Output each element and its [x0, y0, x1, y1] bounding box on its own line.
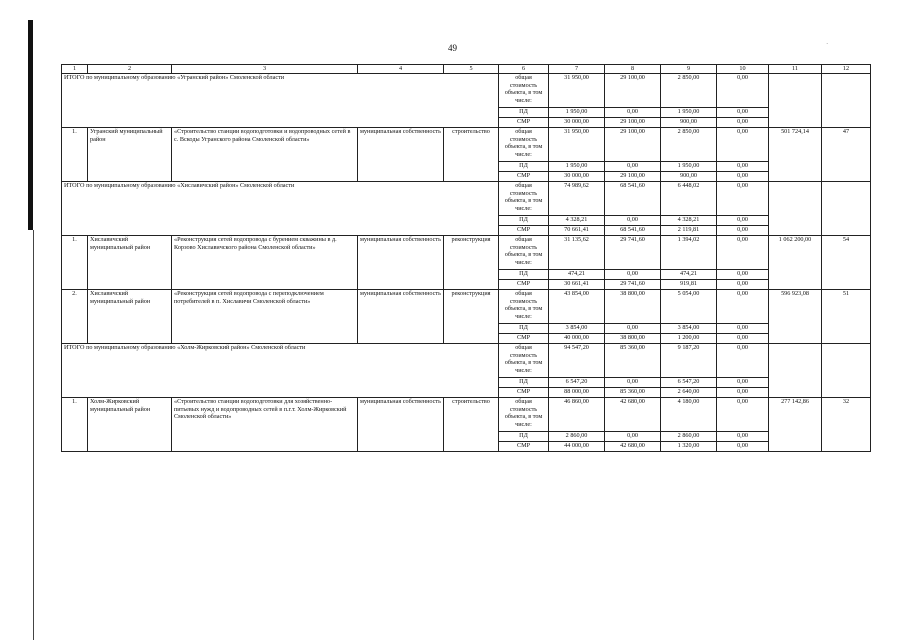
work-type: строительство: [444, 398, 499, 452]
cost-label: общая стоимость объекта, в том числе:: [499, 236, 549, 270]
total-title: ИТОГО по муниципальному образованию «Угранский район» Смоленской области: [62, 74, 499, 128]
column-header: 10: [717, 65, 769, 74]
value-col8: 29 741,60: [605, 280, 661, 290]
column-header: 1: [62, 65, 88, 74]
cost-part-label: ПД: [499, 378, 549, 388]
scan-edge-line: [33, 230, 34, 640]
value-col9: 2 860,00: [661, 432, 717, 442]
value-col10: 0,00: [717, 74, 769, 108]
ownership-type: муниципальная собственность: [358, 128, 444, 182]
value-col7: 30 661,41: [549, 280, 605, 290]
total-row: [62, 74, 871, 108]
value-col10: 0,00: [717, 216, 769, 226]
value-col12: 32: [822, 398, 871, 452]
value-col7: 6 547,20: [549, 378, 605, 388]
column-header-row: [62, 65, 871, 74]
value-col10: 0,00: [717, 182, 769, 216]
value-col10: 0,00: [717, 442, 769, 452]
ownership-type: муниципальная собственность: [358, 236, 444, 290]
column-header: 4: [358, 65, 444, 74]
value-col7: 46 860,00: [549, 398, 605, 432]
value-col9: 4 180,00: [661, 398, 717, 432]
value-col9: 2 119,81: [661, 226, 717, 236]
value-col7: 31 135,62: [549, 236, 605, 270]
value-col10: 0,00: [717, 398, 769, 432]
value-col8: 29 741,60: [605, 236, 661, 270]
value-col10: 0,00: [717, 324, 769, 334]
value-col8: 0,00: [605, 432, 661, 442]
value-col12: 54: [822, 236, 871, 290]
object-row: [62, 398, 871, 432]
value-col7: 70 661,41: [549, 226, 605, 236]
value-col10: 0,00: [717, 290, 769, 324]
cost-part-label: СМР: [499, 442, 549, 452]
value-col8: 85 360,00: [605, 344, 661, 378]
ownership-type: муниципальная собственность: [358, 398, 444, 452]
value-col11: 596 923,08: [769, 290, 822, 344]
value-col9: 1 320,00: [661, 442, 717, 452]
total-title: ИТОГО по муниципальному образованию «Холм-Жирковский район» Смоленской области: [62, 344, 499, 398]
value-col9: 2 850,00: [661, 74, 717, 108]
value-col9: 4 328,21: [661, 216, 717, 226]
empty-cell: [822, 182, 871, 236]
value-col7: 44 000,00: [549, 442, 605, 452]
value-col9: 1 200,00: [661, 334, 717, 344]
column-header: 12: [822, 65, 871, 74]
value-col10: 0,00: [717, 280, 769, 290]
object-name: «Строительство станции водоподготовки и водопроводных сетей в с. Вскоды Угранского района Смоленской области»: [172, 128, 358, 182]
column-header: 7: [549, 65, 605, 74]
object-name: «Реконструкция сетей водопровода с бурением скважины в д. Корзово Хиславичского района Смоленской области»: [172, 236, 358, 290]
value-col9: 919,81: [661, 280, 717, 290]
value-col7: 40 000,00: [549, 334, 605, 344]
value-col7: 88 000,00: [549, 388, 605, 398]
corner-mark: ·: [826, 40, 829, 48]
value-col9: 1 950,00: [661, 162, 717, 172]
total-row: [62, 182, 871, 216]
value-col8: 38 800,00: [605, 334, 661, 344]
value-col10: 0,00: [717, 236, 769, 270]
empty-cell: [822, 344, 871, 398]
value-col9: 6 547,20: [661, 378, 717, 388]
value-col9: 3 854,00: [661, 324, 717, 334]
value-col9: 6 448,02: [661, 182, 717, 216]
value-col12: 47: [822, 128, 871, 182]
value-col7: 31 950,00: [549, 128, 605, 162]
value-col9: 900,00: [661, 118, 717, 128]
column-header: 3: [172, 65, 358, 74]
cost-part-label: СМР: [499, 172, 549, 182]
empty-cell: [769, 74, 822, 128]
cost-part-label: СМР: [499, 226, 549, 236]
empty-cell: [822, 74, 871, 128]
district-name: Холм-Жирковский муниципальный район: [88, 398, 172, 452]
value-col8: 29 100,00: [605, 172, 661, 182]
work-type: реконструкция: [444, 290, 499, 344]
value-col11: 501 724,14: [769, 128, 822, 182]
column-header: 9: [661, 65, 717, 74]
cost-label: общая стоимость объекта, в том числе:: [499, 344, 549, 378]
value-col8: 0,00: [605, 162, 661, 172]
value-col7: 94 547,20: [549, 344, 605, 378]
value-col7: 2 860,00: [549, 432, 605, 442]
value-col8: 29 100,00: [605, 74, 661, 108]
value-col8: 85 360,00: [605, 388, 661, 398]
cost-part-label: СМР: [499, 280, 549, 290]
ownership-type: муниципальная собственность: [358, 290, 444, 344]
value-col8: 0,00: [605, 270, 661, 280]
value-col10: 0,00: [717, 226, 769, 236]
column-header: 6: [499, 65, 549, 74]
value-col7: 43 854,00: [549, 290, 605, 324]
value-col10: 0,00: [717, 108, 769, 118]
cost-label: общая стоимость объекта, в том числе:: [499, 398, 549, 432]
value-col10: 0,00: [717, 388, 769, 398]
cost-part-label: ПД: [499, 108, 549, 118]
cost-part-label: ПД: [499, 324, 549, 334]
value-col9: 1 950,00: [661, 108, 717, 118]
value-col8: 42 680,00: [605, 442, 661, 452]
cost-label: общая стоимость объекта, в том числе:: [499, 182, 549, 216]
cost-part-label: ПД: [499, 270, 549, 280]
value-col8: 29 100,00: [605, 118, 661, 128]
total-title: ИТОГО по муниципальному образованию «Хиславичский район» Смоленской области: [62, 182, 499, 236]
value-col7: 1 950,00: [549, 108, 605, 118]
value-col7: 74 989,62: [549, 182, 605, 216]
cost-label: общая стоимость объекта, в том числе:: [499, 128, 549, 162]
cost-part-label: СМР: [499, 334, 549, 344]
district-name: Хиславичский муниципальный район: [88, 290, 172, 344]
column-header: 8: [605, 65, 661, 74]
value-col7: 30 000,00: [549, 172, 605, 182]
page-number: 49: [448, 43, 457, 53]
value-col7: 1 950,00: [549, 162, 605, 172]
column-header: 11: [769, 65, 822, 74]
value-col12: 51: [822, 290, 871, 344]
value-col8: 0,00: [605, 108, 661, 118]
value-col10: 0,00: [717, 128, 769, 162]
value-col7: 30 000,00: [549, 118, 605, 128]
value-col8: 29 100,00: [605, 128, 661, 162]
cost-part-label: СМР: [499, 388, 549, 398]
value-col8: 38 800,00: [605, 290, 661, 324]
value-col10: 0,00: [717, 344, 769, 378]
cost-part-label: СМР: [499, 118, 549, 128]
work-type: реконструкция: [444, 236, 499, 290]
value-col8: 0,00: [605, 378, 661, 388]
object-name: «Строительство станции водоподготовки для хозяйственно-питьевых нужд и водопроводных сетей в п.г.т. Холм-Жирковский Смоленской области»: [172, 398, 358, 452]
value-col9: 2 640,00: [661, 388, 717, 398]
cost-label: общая стоимость объекта, в том числе:: [499, 290, 549, 324]
object-name: «Реконструкция сетей водопровода с переподключением потребителей в п. Хиславичи Смоленской области»: [172, 290, 358, 344]
value-col9: 474,21: [661, 270, 717, 280]
investment-table: [61, 64, 871, 452]
object-row: [62, 236, 871, 270]
cost-part-label: ПД: [499, 432, 549, 442]
value-col10: 0,00: [717, 432, 769, 442]
value-col8: 0,00: [605, 216, 661, 226]
empty-cell: [769, 182, 822, 236]
district-name: Угранский муниципальный район: [88, 128, 172, 182]
work-type: строительство: [444, 128, 499, 182]
value-col9: 9 187,20: [661, 344, 717, 378]
value-col7: 4 328,21: [549, 216, 605, 226]
column-header: 5: [444, 65, 499, 74]
value-col8: 42 680,00: [605, 398, 661, 432]
value-col7: 3 854,00: [549, 324, 605, 334]
value-col10: 0,00: [717, 334, 769, 344]
empty-cell: [769, 344, 822, 398]
value-col10: 0,00: [717, 162, 769, 172]
table-body: [62, 65, 871, 452]
value-col8: 68 541,60: [605, 226, 661, 236]
value-col9: 1 394,02: [661, 236, 717, 270]
cost-part-label: ПД: [499, 162, 549, 172]
total-row: [62, 344, 871, 378]
value-col8: 0,00: [605, 324, 661, 334]
value-col10: 0,00: [717, 118, 769, 128]
object-row: [62, 128, 871, 162]
column-header: 2: [88, 65, 172, 74]
row-number: 2.: [62, 290, 88, 344]
value-col7: 31 950,00: [549, 74, 605, 108]
value-col8: 68 541,60: [605, 182, 661, 216]
value-col11: 277 142,86: [769, 398, 822, 452]
district-name: Хиславичский муниципальный район: [88, 236, 172, 290]
cost-part-label: ПД: [499, 216, 549, 226]
row-number: 1.: [62, 398, 88, 452]
row-number: 1.: [62, 236, 88, 290]
value-col9: 5 054,00: [661, 290, 717, 324]
value-col10: 0,00: [717, 270, 769, 280]
value-col9: 2 850,00: [661, 128, 717, 162]
value-col9: 900,00: [661, 172, 717, 182]
cost-label: общая стоимость объекта, в том числе:: [499, 74, 549, 108]
object-row: [62, 290, 871, 324]
row-number: 1.: [62, 128, 88, 182]
value-col7: 474,21: [549, 270, 605, 280]
value-col10: 0,00: [717, 378, 769, 388]
value-col10: 0,00: [717, 172, 769, 182]
value-col11: 1 062 200,00: [769, 236, 822, 290]
